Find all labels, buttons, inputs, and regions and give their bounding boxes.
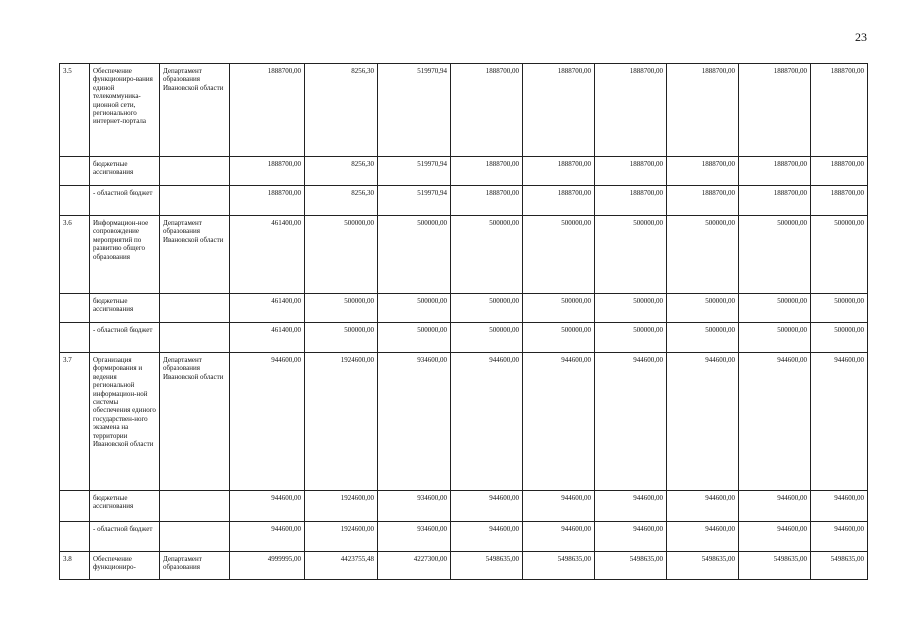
item-number-cell [60, 522, 90, 552]
amount-cell: 500000,00 [378, 323, 451, 353]
amount-cell: 934600,00 [378, 353, 451, 491]
amount-cell: 5498635,00 [451, 552, 523, 580]
amount-cell: 500000,00 [451, 294, 523, 323]
item-number-cell: 3.5 [60, 64, 90, 157]
amount-cell: 944600,00 [739, 491, 811, 522]
item-number-cell [60, 294, 90, 323]
amount-cell: 944600,00 [595, 491, 667, 522]
amount-cell: 500000,00 [739, 294, 811, 323]
amount-cell: 4423755,48 [305, 552, 378, 580]
amount-cell: 500000,00 [595, 216, 667, 294]
amount-cell: 944600,00 [595, 353, 667, 491]
amount-cell: 5498635,00 [739, 552, 811, 580]
item-number-cell: 3.8 [60, 552, 90, 580]
amount-cell: 500000,00 [305, 323, 378, 353]
funding-row [60, 522, 868, 552]
funding-row [60, 186, 868, 216]
item-name-cell: бюджетные ассигнования [90, 491, 160, 522]
item-name-cell: Организация формирования и ведения региональной информацион-ной системы обеспечения единого государствен-ного экзамена на территории Ивановской области [90, 353, 160, 491]
amount-cell: 500000,00 [739, 323, 811, 353]
executor-cell [160, 323, 230, 353]
item-name-cell: бюджетные ассигнования [90, 294, 160, 323]
amount-cell: 944600,00 [811, 522, 868, 552]
amount-cell: 1888700,00 [523, 64, 595, 157]
amount-cell: 1888700,00 [667, 64, 739, 157]
amount-cell: 500000,00 [811, 294, 868, 323]
amount-cell: 5498635,00 [595, 552, 667, 580]
amount-cell: 944600,00 [811, 491, 868, 522]
executor-cell [160, 294, 230, 323]
item-number-cell [60, 491, 90, 522]
item-number-cell: 3.6 [60, 216, 90, 294]
amount-cell: 944600,00 [667, 491, 739, 522]
funding-row [60, 157, 868, 186]
amount-cell: 944600,00 [230, 522, 305, 552]
amount-cell: 461400,00 [230, 294, 305, 323]
amount-cell: 1888700,00 [451, 186, 523, 216]
amount-cell: 944600,00 [811, 353, 868, 491]
amount-cell: 519970,94 [378, 186, 451, 216]
amount-cell: 1888700,00 [811, 186, 868, 216]
amount-cell: 944600,00 [667, 522, 739, 552]
amount-cell: 1888700,00 [230, 64, 305, 157]
amount-cell: 500000,00 [305, 216, 378, 294]
amount-cell: 1888700,00 [811, 64, 868, 157]
amount-cell: 1924600,00 [305, 491, 378, 522]
amount-cell: 1888700,00 [230, 186, 305, 216]
item-number-cell [60, 157, 90, 186]
amount-cell: 8256,30 [305, 186, 378, 216]
amount-cell: 500000,00 [523, 294, 595, 323]
amount-cell: 934600,00 [378, 491, 451, 522]
amount-cell: 1888700,00 [811, 157, 868, 186]
item-name-cell: - областной бюджет [90, 323, 160, 353]
executor-cell [160, 186, 230, 216]
item-name-cell: бюджетные ассигнования [90, 157, 160, 186]
funding-row [60, 294, 868, 323]
budget-table [59, 63, 868, 580]
program-row [60, 216, 868, 294]
amount-cell: 500000,00 [595, 294, 667, 323]
item-number-cell [60, 186, 90, 216]
amount-cell: 1888700,00 [595, 186, 667, 216]
executor-cell: Департамент образования Ивановской области [160, 64, 230, 157]
item-name-cell: - областной бюджет [90, 186, 160, 216]
executor-cell [160, 491, 230, 522]
item-name-cell: Обеспечение функциониро- [90, 552, 160, 580]
amount-cell: 500000,00 [811, 216, 868, 294]
executor-cell: Департамент образования Ивановской области [160, 353, 230, 491]
amount-cell: 1888700,00 [451, 64, 523, 157]
amount-cell: 4227300,00 [378, 552, 451, 580]
amount-cell: 519970,94 [378, 157, 451, 186]
amount-cell: 500000,00 [667, 294, 739, 323]
amount-cell: 500000,00 [378, 294, 451, 323]
amount-cell: 5498635,00 [523, 552, 595, 580]
executor-cell: Департамент образования Ивановской области [160, 216, 230, 294]
amount-cell: 1888700,00 [595, 64, 667, 157]
amount-cell: 944600,00 [230, 353, 305, 491]
amount-cell: 8256,30 [305, 64, 378, 157]
amount-cell: 1888700,00 [667, 186, 739, 216]
amount-cell: 1924600,00 [305, 353, 378, 491]
amount-cell: 1888700,00 [230, 157, 305, 186]
amount-cell: 500000,00 [523, 323, 595, 353]
amount-cell: 1888700,00 [523, 186, 595, 216]
amount-cell: 500000,00 [378, 216, 451, 294]
amount-cell: 1888700,00 [523, 157, 595, 186]
amount-cell: 944600,00 [523, 353, 595, 491]
amount-cell: 1888700,00 [739, 64, 811, 157]
item-name-cell: - областной бюджет [90, 522, 160, 552]
amount-cell: 500000,00 [811, 323, 868, 353]
item-name-cell: Обеспечение функциониро-вания единой телекоммуника-ционной сети, регионального интернет-портала [90, 64, 160, 157]
program-row [60, 552, 868, 580]
item-number-cell [60, 323, 90, 353]
amount-cell: 8256,30 [305, 157, 378, 186]
amount-cell: 944600,00 [739, 353, 811, 491]
item-number-cell: 3.7 [60, 353, 90, 491]
amount-cell: 944600,00 [451, 353, 523, 491]
amount-cell: 5498635,00 [811, 552, 868, 580]
amount-cell: 1888700,00 [739, 186, 811, 216]
amount-cell: 944600,00 [523, 491, 595, 522]
amount-cell: 500000,00 [523, 216, 595, 294]
executor-cell: Департамент образования [160, 552, 230, 580]
funding-row [60, 323, 868, 353]
amount-cell: 500000,00 [305, 294, 378, 323]
amount-cell: 944600,00 [739, 522, 811, 552]
page-number: 23 [855, 30, 867, 44]
executor-cell [160, 157, 230, 186]
amount-cell: 944600,00 [230, 491, 305, 522]
amount-cell: 461400,00 [230, 216, 305, 294]
amount-cell: 4999995,00 [230, 552, 305, 580]
amount-cell: 1888700,00 [595, 157, 667, 186]
amount-cell: 500000,00 [451, 323, 523, 353]
amount-cell: 1888700,00 [667, 157, 739, 186]
amount-cell: 1888700,00 [451, 157, 523, 186]
amount-cell: 500000,00 [739, 216, 811, 294]
funding-row [60, 491, 868, 522]
amount-cell: 500000,00 [595, 323, 667, 353]
amount-cell: 944600,00 [667, 353, 739, 491]
amount-cell: 944600,00 [451, 491, 523, 522]
amount-cell: 5498635,00 [667, 552, 739, 580]
program-row [60, 64, 868, 157]
item-name-cell: Информацион-ное сопровождение мероприятий по развитию общего образования [90, 216, 160, 294]
amount-cell: 944600,00 [595, 522, 667, 552]
amount-cell: 519970,94 [378, 64, 451, 157]
amount-cell: 500000,00 [451, 216, 523, 294]
amount-cell: 944600,00 [451, 522, 523, 552]
amount-cell: 1924600,00 [305, 522, 378, 552]
amount-cell: 934600,00 [378, 522, 451, 552]
amount-cell: 500000,00 [667, 323, 739, 353]
amount-cell: 500000,00 [667, 216, 739, 294]
program-row [60, 353, 868, 491]
amount-cell: 461400,00 [230, 323, 305, 353]
amount-cell: 944600,00 [523, 522, 595, 552]
amount-cell: 1888700,00 [739, 157, 811, 186]
table-body [60, 64, 868, 580]
executor-cell [160, 522, 230, 552]
